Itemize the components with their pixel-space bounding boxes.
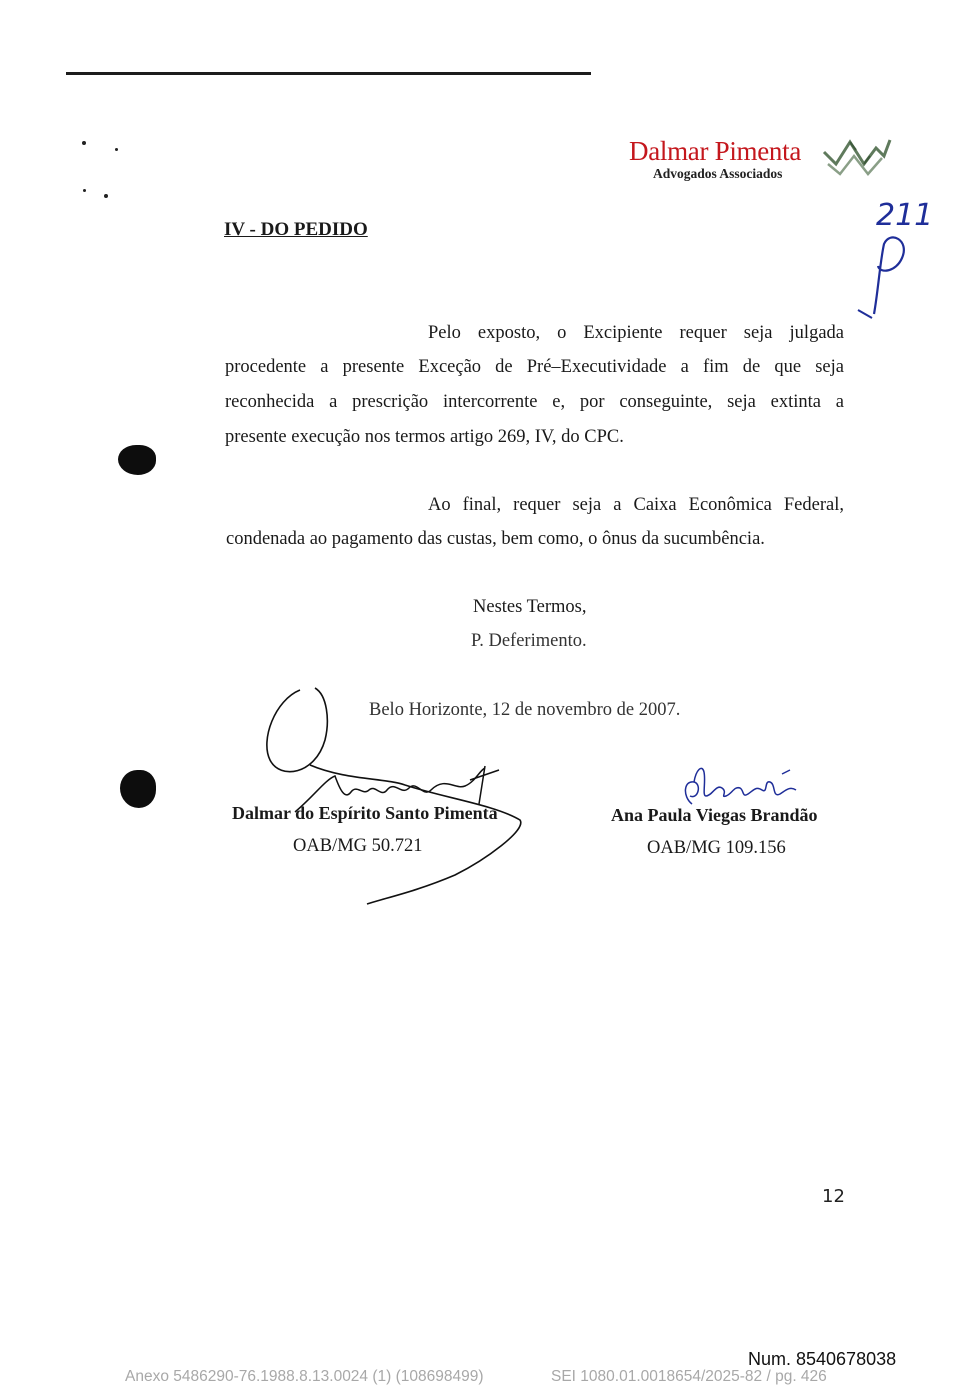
handwritten-signature-1 [255, 680, 535, 910]
signatory-oab-1: OAB/MG 50.721 [293, 836, 423, 856]
footer-annex-reference: Anexo 5486290-76.1988.8.13.0024 (1) (108698499) [125, 1368, 484, 1385]
signatory-oab-2: OAB/MG 109.156 [647, 838, 786, 858]
folio-number: 211 [876, 198, 934, 233]
firm-logo-icon [820, 134, 894, 178]
paragraph1-line: procedente a presente Exceção de Pré–Executividade a fim de que seja [225, 357, 844, 377]
closing-terms: Nestes Termos, [473, 597, 587, 617]
scan-speck [104, 194, 108, 198]
page-number: 12 [822, 1186, 845, 1207]
firm-name: Dalmar Pimenta [629, 136, 801, 166]
signatory-name-2: Ana Paula Viegas Brandão [611, 805, 818, 825]
paragraph1-line: Pelo exposto, o Excipiente requer seja julgada [428, 323, 844, 343]
paragraph1-line: reconhecida a prescrição intercorrente e, por conseguinte, seja extinta a [225, 392, 844, 412]
place-date: Belo Horizonte, 12 de novembro de 2007. [369, 700, 681, 720]
paragraph2-line: condenada ao pagamento das custas, bem como, o ônus da sucumbência. [226, 529, 765, 549]
paragraph2-line: Ao final, requer seja a Caixa Econômica Federal, [428, 495, 844, 515]
scan-speck [82, 141, 86, 145]
footer-sei-reference: SEI 1080.01.0018654/2025-82 / pg. 426 [551, 1368, 827, 1385]
punch-hole-mark [118, 445, 156, 475]
scan-speck [115, 148, 118, 151]
closing-deferment: P. Deferimento. [471, 631, 587, 651]
section-heading: IV - DO PEDIDO [224, 219, 368, 240]
document-number-stamp: Num. 8540678038 [748, 1349, 897, 1369]
signatory-name-1: Dalmar do Espírito Santo Pimenta [232, 803, 498, 823]
firm-subtitle: Advogados Associados [653, 166, 783, 181]
handwritten-signature-2 [672, 760, 802, 810]
punch-hole-mark [120, 770, 156, 808]
top-scan-rule [66, 72, 591, 75]
scan-speck [83, 189, 86, 192]
paragraph1-line: presente execução nos termos artigo 269, IV, do CPC. [225, 427, 624, 447]
folio-initial-signature [850, 232, 914, 320]
